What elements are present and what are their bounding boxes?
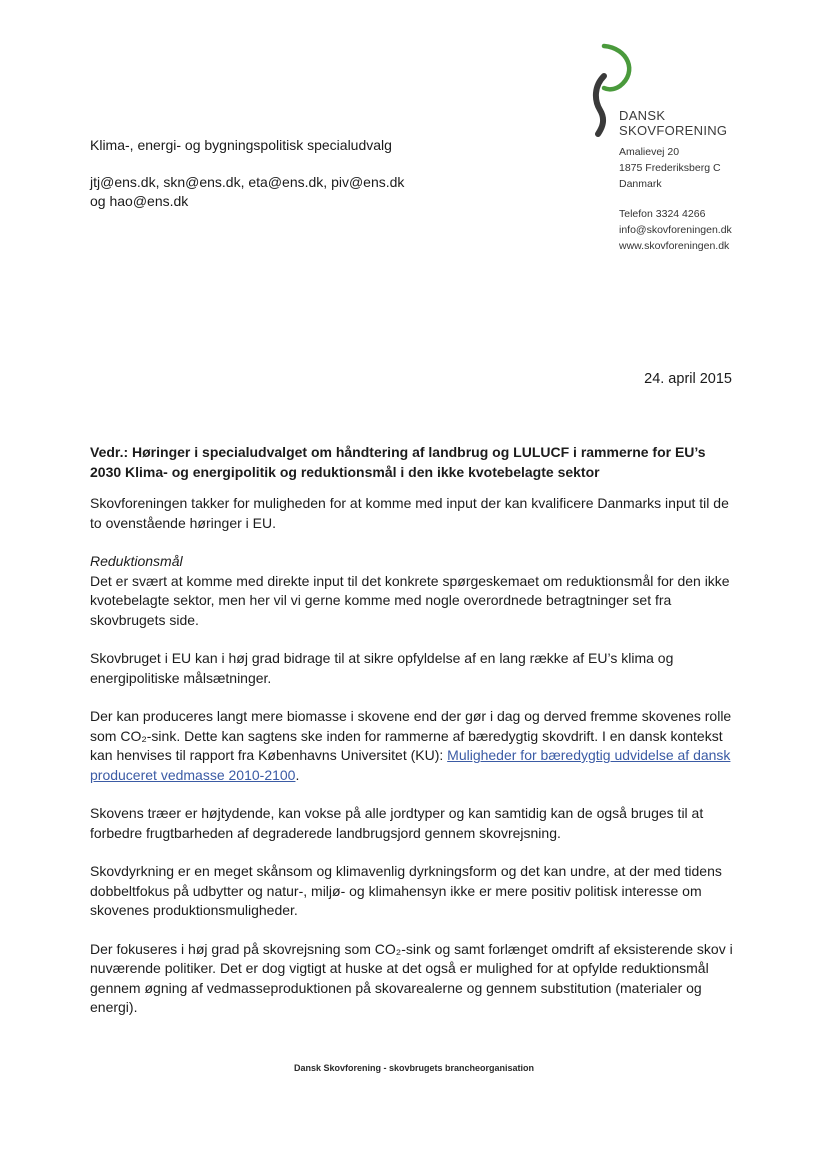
paragraph-intro: Skovforeningen takker for muligheden for at komme med input der kan kvalificere Danmarks input til de to ovenstående høringer i EU. bbox=[90, 495, 729, 531]
paragraph-2: Skovbruget i EU kan i høj grad bidrage til at sikre opfyldelse af en lang række af EU’s klima og energipolitiske målsætninger. bbox=[90, 650, 674, 686]
letter-date: 24. april 2015 bbox=[644, 371, 732, 387]
sender-phone: Telefon 3324 4266 bbox=[619, 208, 706, 220]
paragraph-3 bbox=[90, 707, 740, 785]
sender-country: Danmark bbox=[619, 178, 662, 190]
ku-report-link[interactable]: Muligheder for bæredygtig udvidelse af dansk produceret vedmasse 2010-2100 bbox=[90, 747, 731, 783]
logo bbox=[590, 42, 790, 142]
paragraph-4: Skovens træer er højtydende, kan vokse på alle jordtyper og kan samtidig kan de også bruges til at forbedre frugtbarheden af degraderede landbrugsjord gennem skovrejsning. bbox=[90, 805, 704, 841]
logo-line-2: SKOVFORENING bbox=[619, 123, 728, 138]
letter-body bbox=[90, 443, 740, 1037]
section-title: Reduktionsmål bbox=[90, 553, 183, 569]
recipient-committee: Klima-, energi- og bygningspolitisk specialudvalg bbox=[90, 137, 392, 153]
sender-address bbox=[619, 144, 732, 254]
sender-city: 1875 Frederiksberg C bbox=[619, 162, 721, 174]
logo-wordmark bbox=[619, 108, 727, 138]
paragraph-5: Skovdyrkning er en meget skånsom og klimavenlig dyrkningsform og det kan undre, at der med tidens dobbeltfokus på udbytter og natur-, miljø- og klimahensyn ikke er mere positiv politisk interesse om skovenes produktionsmuligheder. bbox=[90, 863, 722, 918]
subject-line: Vedr.: Høringer i specialudvalget om håndtering af landbrug og LULUCF i rammerne for EU’s 2030 Klima- og energipolitik og reduktionsmål i den ikke kvotebelagte sektor bbox=[90, 444, 706, 480]
footer: Dansk Skovforening - skovbrugets brancheorganisation bbox=[293, 1063, 535, 1073]
recipient-emails-line-1: jtj@ens.dk, skn@ens.dk, eta@ens.dk, piv@ens.dk bbox=[90, 174, 405, 190]
paragraph-section-1 bbox=[90, 552, 740, 630]
paragraph-text: Det er svært at komme med direkte input til det konkrete spørgeskemaet om reduktionsmål for den ikke kvotebelagte sektor, men her vil vi gerne komme med nogle overordnede betragtninger set fra skovbrugets side. bbox=[90, 572, 730, 628]
sender-web: www.skovforeningen.dk bbox=[619, 240, 730, 252]
logo-line-1: DANSK bbox=[619, 108, 666, 123]
recipient-emails-line-2: og hao@ens.dk bbox=[90, 193, 189, 209]
recipient-block bbox=[90, 136, 404, 211]
sender-street: Amalievej 20 bbox=[619, 146, 680, 158]
paragraph-3-text: Der kan produceres langt mere biomasse i skovene end der gør i dag og derved fremme skovenes rolle som CO₂-sink. Dette kan sagtens ske inden for rammerne af bæredygtig skovdrift. I en dansk kontekst kan henvises til rapport fra Københavns Universitet (KU): bbox=[90, 708, 732, 763]
paragraph-3-end: . bbox=[295, 766, 300, 783]
sender-email: info@skovforeningen.dk bbox=[619, 224, 732, 236]
paragraph-6: Der fokuseres i høj grad på skovrejsning som CO₂-sink og samt forlænget omdrift af eksisterende skov i nuværende politiker. Det er dog vigtigt at huske at det også er mulighed for at opfylde reduktionsmål gennem øgning af vedmasseproduktionen på skovarealerne og gennem substitution (materialer og energi). bbox=[90, 940, 733, 1015]
